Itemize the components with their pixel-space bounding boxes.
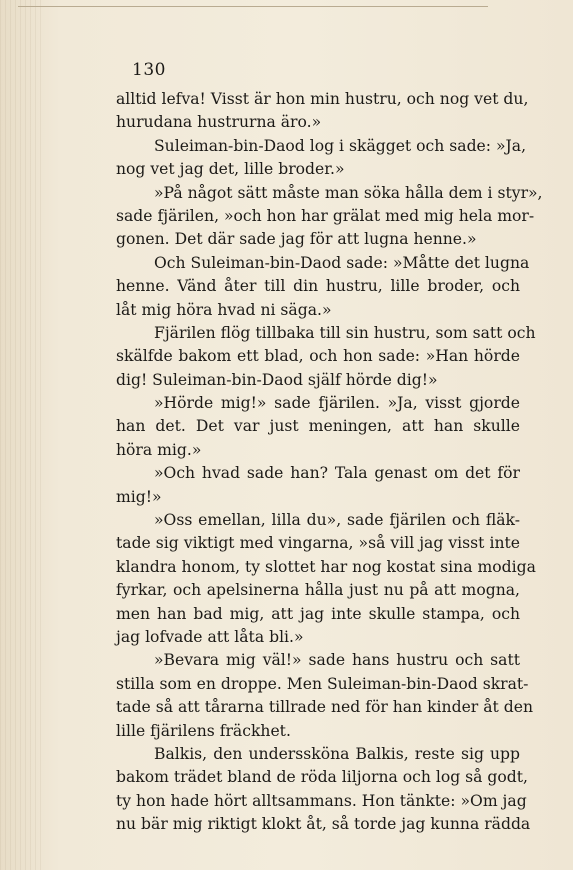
text-line: bakom trädet bland de röda liljorna och log så godt,: [116, 768, 529, 787]
text-line: han det. Det var just meningen, att han skulle: [116, 417, 520, 436]
text-line: Balkis, den underssköna Balkis, reste sig upp: [154, 744, 520, 763]
text-line: höra mig.»: [116, 440, 202, 459]
text-line: mig!»: [116, 487, 162, 506]
text-line: Fjärilen flög tillbaka till sin hustru, som satt och: [154, 323, 536, 342]
text-line: »Bevara mig väl!» sade hans hustru och satt: [154, 651, 520, 670]
text-line: dig! Suleiman-bin-Daod själf hörde dig!»: [116, 370, 438, 389]
body-text: [116, 88, 543, 837]
text-line: henne. Vänd åter till din hustru, lille broder, och: [116, 277, 520, 296]
text-line: klandra honom, ty slottet har nog kostat sina modiga: [116, 557, 536, 576]
page-number: 130: [132, 60, 166, 80]
text-line: tade sig viktigt med vingarna, »så vill jag visst inte: [116, 534, 520, 553]
text-line: »Hörde mig!» sade fjärilen. »Ja, visst gjorde: [154, 394, 520, 413]
text-line: nog vet jag det, lille broder.»: [116, 160, 345, 179]
text-line: stilla som en droppe. Men Suleiman-bin-Daod skrat-: [116, 674, 529, 693]
text-line: »På något sätt måste man söka hålla dem i styr»,: [154, 183, 543, 202]
text-line: jag lofvade att låta bli.»: [116, 627, 304, 646]
text-line: »Oss emellan, lilla du», sade fjärilen och fläk-: [154, 511, 520, 530]
text-line: låt mig höra hvad ni säga.»: [116, 300, 332, 319]
text-line: nu bär mig riktigt klokt åt, så torde jag kunna rädda: [116, 815, 531, 834]
text-line: tade så att tårarna tillrade ned för han kinder åt den: [116, 698, 533, 717]
text-line: Suleiman-bin-Daod log i skägget och sade: »Ja,: [154, 136, 527, 155]
text-line: sade fjärilen, »och hon har grälat med mig hela mor-: [116, 206, 535, 225]
text-line: Och Suleiman-bin-Daod sade: »Måtte det lugna: [154, 253, 530, 272]
text-line: ty hon hade hört alltsammans. Hon tänkte: »Om jag: [116, 791, 527, 810]
text-line: skälfde bakom ett blad, och hon sade: »Han hörde: [116, 347, 520, 366]
text-line: fyrkar, och apelsinerna hålla just nu på att mogna,: [116, 581, 520, 600]
text-line: alltid lefva! Visst är hon min hustru, och nog vet du,: [116, 90, 529, 108]
text-line: gonen. Det där sade jag för att lugna henne.»: [116, 230, 477, 249]
text-line: men han bad mig, att jag inte skulle stampa, och: [116, 604, 520, 623]
page-gutter-shadow: [0, 0, 42, 870]
page-top-edge: [18, 6, 488, 7]
text-line: lille fjärilens fräckhet.: [116, 721, 291, 740]
text-line: hurudana hustrurna äro.»: [116, 113, 322, 132]
text-line: »Och hvad sade han? Tala genast om det för: [154, 464, 520, 483]
